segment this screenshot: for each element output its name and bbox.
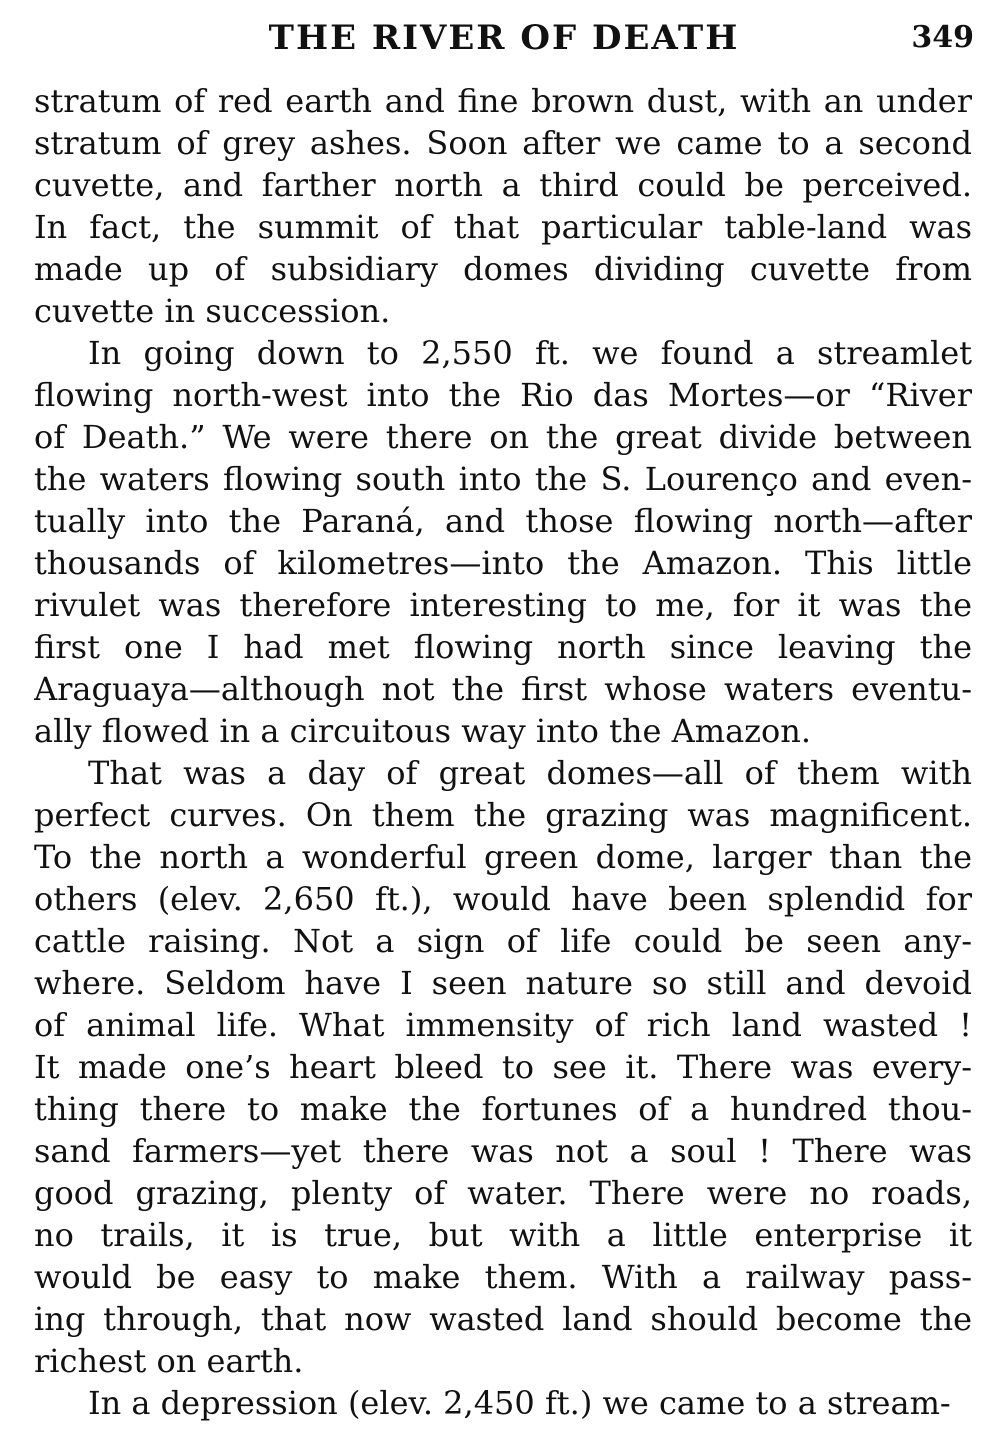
text-line: cuvette, and farther north a third could be perceived. — [34, 166, 972, 204]
text-line: thing there to make the fortunes of a hundred thou- — [34, 1090, 972, 1128]
text-line: first one I had met flowing north since leaving the — [34, 628, 972, 666]
text-line: ing through, that now wasted land should become the — [34, 1300, 972, 1338]
text-line: tually into the Paraná, and those flowing north—after — [34, 502, 972, 540]
text-line: ally flowed in a circuitous way into the Amazon. — [34, 712, 812, 750]
text-line: perfect curves. On them the grazing was magnificent. — [34, 796, 972, 834]
running-title: THE RIVER OF DEATH — [268, 18, 740, 58]
text-line: Araguaya—although not the first whose waters eventu- — [34, 670, 972, 708]
text-line: would be easy to make them. With a railway pass- — [34, 1258, 972, 1296]
text-line: richest on earth. — [34, 1342, 304, 1380]
text-line: In going down to 2,550 ft. we found a streamlet — [88, 334, 972, 372]
text-line: That was a day of great domes—all of them with — [88, 754, 972, 792]
text-line: where. Seldom have I seen nature so still and devoid — [34, 964, 972, 1002]
text-line: flowing north-west into the Rio das Mortes—or “River — [34, 376, 972, 414]
text-line: others (elev. 2,650 ft.), would have been splendid for — [34, 880, 972, 918]
text-line: In a depression (elev. 2,450 ft.) we came to a stream- — [88, 1384, 951, 1422]
text-line: of Death.” We were there on the great divide between — [34, 418, 972, 456]
text-line: made up of subsidiary domes dividing cuvette from — [34, 250, 972, 288]
text-line: cattle raising. Not a sign of life could be seen any- — [34, 922, 972, 960]
text-line: cuvette in succession. — [34, 292, 391, 330]
text-line: the waters flowing south into the S. Lourenço and even- — [34, 460, 972, 498]
text-line: sand farmers—yet there was not a soul ! There was — [34, 1132, 972, 1170]
text-line: of animal life. What immensity of rich land wasted ! — [34, 1006, 972, 1044]
text-line: stratum of red earth and fine brown dust, with an under — [34, 82, 972, 120]
text-line: stratum of grey ashes. Soon after we came to a second — [34, 124, 972, 162]
text-line: good grazing, plenty of water. There were no roads, — [34, 1174, 972, 1212]
text-line: In fact, the summit of that particular table-land was — [34, 208, 972, 246]
text-line: thousands of kilometres—into the Amazon. This little — [34, 544, 972, 582]
body-text — [34, 80, 972, 1424]
page-number: 349 — [911, 20, 974, 55]
running-head — [34, 14, 974, 62]
text-line: rivulet was therefore interesting to me, for it was the — [34, 586, 972, 624]
text-line: It made one’s heart bleed to see it. There was every- — [34, 1048, 972, 1086]
text-line: no trails, it is true, but with a little enterprise it — [34, 1216, 972, 1254]
text-line: To the north a wonderful green dome, larger than the — [34, 838, 972, 876]
